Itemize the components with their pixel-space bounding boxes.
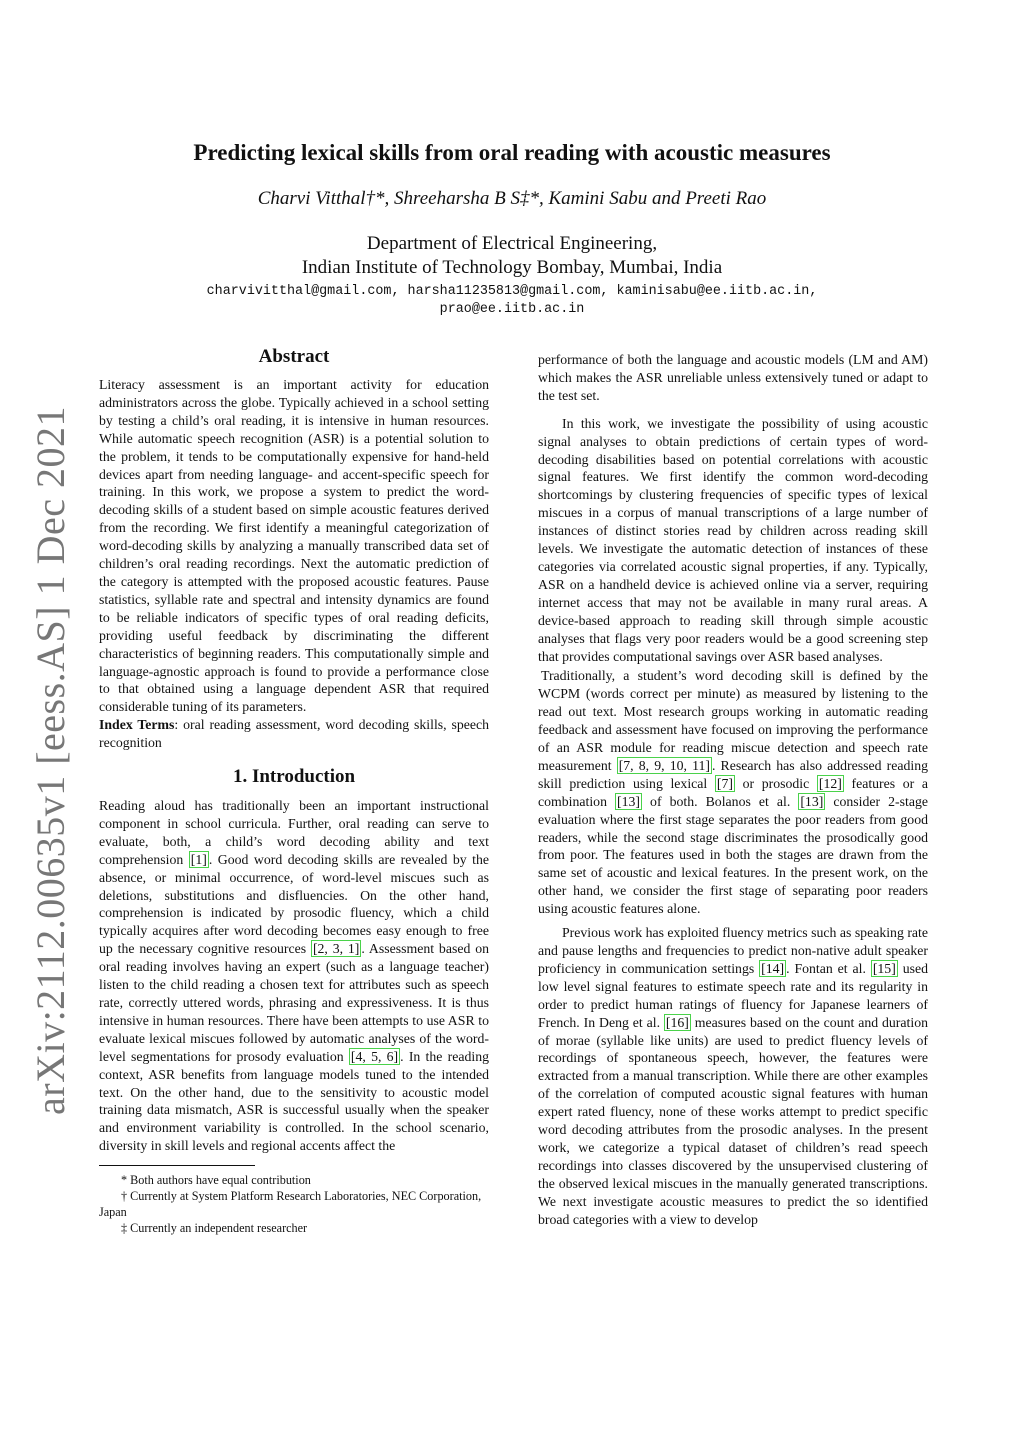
index-terms xyxy=(99,716,489,752)
intro-text: Reading aloud has traditionally been an important instructional component in school curricula. Further, oral reading can serve to evaluate, both, a child’s word decoding ability and text comprehension xyxy=(99,798,489,867)
body-text: or prosodic xyxy=(734,775,817,791)
intro-paragraph xyxy=(99,797,489,1155)
footnote-rule xyxy=(99,1165,255,1166)
abstract-text: Literacy assessment is an important activity for education administrators across the globe. Typically achieved in a school setting by testing a child’s oral reading, it is intensive in human resources. While automatic speech recognition (ASR) is a potential solution to the problem, it tends to be computationally expensive for hand-held devices apart from needing language- and accent-specific speech for training. In this work, we propose a system to predict the word-decoding skills of a student based on simple acoustic features derived from the recording. We first identify a meaningful categorization of word-decoding skills by analyzing a manually transcribed data set of children’s oral reading recordings. Next the automatic prediction of the category is attempted with the proposed acoustic features. Pause statistics, syllable rate and spectral and intensity dynamics are found to be reliable indicators of specific types of oral reading deficits, providing useful feedback by discriminating the different characteristics of beginning readers. This computationally simple and language-agnostic approach is found to provide a performance close to that obtained using a language dependent ASR that required considerable tuning of its parameters. xyxy=(99,377,489,715)
abstract-heading: Abstract xyxy=(258,346,330,367)
arxiv-identifier: arXiv:2112.00635v1 [eess.AS] 1 Dec 2021 xyxy=(27,405,73,1115)
body-paragraph: performance of both the language and acoustic models (LM and AM) which makes the ASR unreliable unless extensively tuned or adapt to the test set. xyxy=(538,352,928,403)
index-terms-label: Index Terms xyxy=(99,717,175,733)
introduction-heading: 1. Introduction xyxy=(232,766,356,788)
citation-link[interactable]: [13] xyxy=(617,793,641,809)
body-text: measures based on the count and duration of morae (syllable like units) are used to predict fluency levels of recordings of spontaneous speech, however, the features were extracted from a manual transcription. While there are other examples of the correlation of computed acoustic signal features with human expert rated fluency, none of these works attempt to predict specific word decoding attributes from the prosodic analyses. In the present work, we categorize a typical dataset of children’s read speech recordings into classes discovered by the unsupervised clustering of the observed lexical miscues in the manually generated transcriptions. We next investigate acoustic measures to predict the so identified broad categories with a view to develop xyxy=(538,1014,928,1227)
body-text: used low level signal features to estimate speech rate and its regularity in order to predict human ratings of fluency for Japanese learners of French. In Deng et al. xyxy=(538,960,928,1030)
author-list: Charvi Vitthal†*, Shreeharsha B S‡*, Kamini Sabu and Preeti Rao xyxy=(257,188,767,209)
body-text: . Research has also addressed reading skill prediction using lexical xyxy=(538,757,928,791)
right-column xyxy=(538,351,928,1229)
citation-link[interactable]: [12] xyxy=(818,775,842,791)
citation-link[interactable]: [2, 3, 1] xyxy=(312,941,360,957)
footnotes xyxy=(99,1172,489,1236)
body-text: Traditionally, a student’s word decoding skill is defined by the WCPM (words correct per minute) as measured by listening to the read out text. Most research groups working in automatic reading feedback and assessment have focused on improving the performance of an ASR module for reading miscue detection and speech rate measurement xyxy=(538,668,928,773)
intro-text: . Assessment based on oral reading involves having an expert (such as a language teacher) listen to the child reading a chosen text for attributes such as speech rate, correctly uttered words, phrasing and expressiveness. It is thus intensive in human resources. There have been attempts to use ASR to evaluate lexical miscues followed by automatic analyses of the word-level segmentations for prosody evaluation xyxy=(99,941,489,1064)
body-text: consider 2-stage evaluation where the first stage separates the poor readers from good readers, while the second stage discriminates the prosodically good from poor. The features used in both the stages are drawn from the same set of acoustic and lexical features. In the present work, on the other hand, we consider the first stage of separating poor readers using acoustic features alone. xyxy=(538,793,928,917)
affiliation-line-1: Department of Electrical Engineering, xyxy=(366,233,658,254)
arxiv-sidebar xyxy=(20,405,80,1115)
intro-text: . In the reading context, ASR benefits from language models tuned to the intended text. On the other hand, due to the sensitivity to acoustic model training data mismatch, ASR is successful usually when the speaker and environment variability is controlled. In the school scenario, diversity in skill levels and regional accents affect the xyxy=(99,1048,490,1154)
footnote-independent: ‡ Currently an independent researcher xyxy=(121,1221,308,1236)
paper-title: Predicting lexical skills from oral reading with acoustic measures xyxy=(193,140,831,165)
footnote-nec: † Currently at System Platform Research Laboratories, NEC Corporation, Japan xyxy=(99,1189,482,1220)
intro-text: . Good word decoding skills are revealed by the absence, or minimal occurrence, of word-level miscues such as deletions, substitutions and disfluencies. On the other hand, comprehension is indicated by prosodic fluency, which a child typically acquires after word decoding becomes easy enough to free up the necessary cognitive resources xyxy=(99,851,489,957)
affiliation-line-2: Indian Institute of Technology Bombay, Mumbai, India xyxy=(301,257,723,278)
body-paragraph: In this work, we investigate the possibility of using acoustic signal analyses to obtain predictions of certain types of word-decoding disabilities based on potential correlations with acoustic signal features. We first identify the common word-decoding shortcomings by clustering frequencies of specific types of lexical miscues in a corpus of manual transcriptions of a large number of instances of distinct stories read by children across reading skill levels. We investigate the automatic detection of instances of these categories via correlated acoustic signal properties, if any. Typically, ASR on a handheld device is achieved online via a server, requiring internet access that may not be available in many rural areas. A device-based approach to reading skill through simple acoustic analyses that flags very poor readers would be a good screening step that provides computational savings over ASR based analyses. xyxy=(538,415,928,664)
body-text: of both. Bolanos et al. xyxy=(642,793,799,809)
citation-link[interactable]: [7, 8, 9, 10, 11] xyxy=(618,757,710,773)
citation-link[interactable]: [14] xyxy=(761,960,785,976)
citation-link[interactable]: [16] xyxy=(665,1014,689,1030)
email-block xyxy=(0,283,1024,319)
citation-link[interactable]: [7] xyxy=(716,775,733,791)
citation-link[interactable]: [13] xyxy=(800,793,824,809)
body-paragraph xyxy=(538,924,928,1228)
left-column xyxy=(99,346,489,1236)
body-paragraph xyxy=(538,667,928,918)
index-terms-text: : oral reading assessment, word decoding skills, speech recognition xyxy=(99,717,490,751)
email-line-1: charvivitthal@gmail.com, harsha11235813@gmail.com, kaminisabu@ee.iitb.ac.in, xyxy=(206,284,818,299)
body-text: Previous work has exploited fluency metrics such as speaking rate and pause lengths and frequencies to predict non-native adult speaker proficiency in communication settings xyxy=(538,925,928,976)
email-line-2: prao@ee.iitb.ac.in xyxy=(439,302,585,317)
body-text: . Fontan et al. xyxy=(786,960,871,976)
footnote-equal-contribution: * Both authors have equal contribution xyxy=(121,1173,311,1188)
citation-link[interactable]: [1] xyxy=(190,851,207,867)
citation-link[interactable]: [4, 5, 6] xyxy=(350,1048,399,1064)
body-text: features or a combination xyxy=(538,775,929,809)
affiliation xyxy=(0,232,1024,280)
citation-link[interactable]: [15] xyxy=(872,960,896,976)
